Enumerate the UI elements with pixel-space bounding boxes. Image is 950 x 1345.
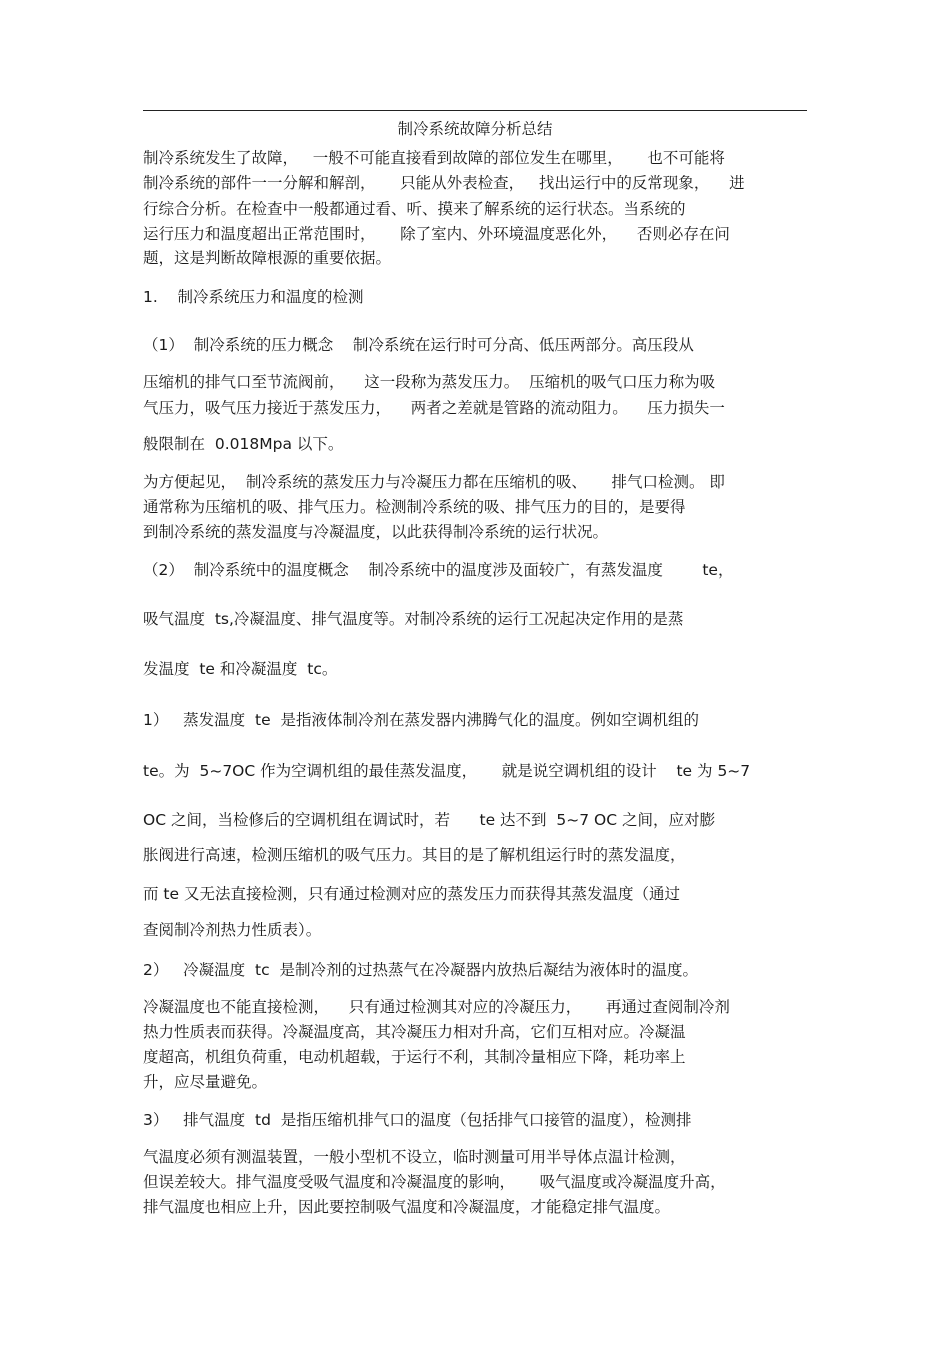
body-line: 吸气温度 ts,冷凝温度、排气温度等。对制冷系统的运行工况起决定作用的是蒸 [143, 610, 684, 628]
body-line: 般限制在 0.018Mpa 以下。 [143, 435, 344, 453]
body-line: 2） 冷凝温度 tc 是制冷剂的过热蒸气在冷凝器内放热后凝结为液体时的温度。 [143, 961, 698, 979]
body-line: 通常称为压缩机的吸、排气压力。检测制冷系统的吸、排气压力的目的，是要得 [143, 498, 686, 516]
body-line: 行综合分析。在检查中一般都通过看、听、摸来了解系统的运行状态。当系统的 [143, 200, 686, 218]
body-line: 升，应尽量避免。 [143, 1073, 268, 1091]
body-line: 而 te 又无法直接检测，只有通过检测对应的蒸发压力而获得其蒸发温度（通过 [143, 885, 680, 903]
body-line: 1） 蒸发温度 te 是指液体制冷剂在蒸发器内沸腾气化的温度。例如空调机组的 [143, 711, 699, 729]
header-rule [143, 110, 807, 111]
body-line: 排气温度也相应上升，因此要控制吸气温度和冷凝温度，才能稳定排气温度。 [143, 1198, 671, 1216]
body-line: 运行压力和温度超出正常范围时， 除了室内、外环境温度恶化外， 否则必存在问 [143, 225, 730, 243]
body-line: （1） 制冷系统的压力概念 制冷系统在运行时可分高、低压两部分。高压段从 [143, 336, 694, 354]
section-heading: 1. 制冷系统压力和温度的检测 [143, 288, 364, 306]
body-line: 制冷系统的部件一一分解和解剖， 只能从外表检查， 找出运行中的反常现象， 进 [143, 174, 745, 192]
body-line: 压缩机的排气口至节流阀前， 这一段称为蒸发压力。 压缩机的吸气口压力称为吸 [143, 373, 716, 391]
body-line: 制冷系统发生了故障， 一般不可能直接看到故障的部位发生在哪里， 也不可能将 [143, 149, 725, 167]
body-line: 但误差较大。排气温度受吸气温度和冷凝温度的影响， 吸气温度或冷凝温度升高， [143, 1173, 726, 1191]
body-line: （2） 制冷系统中的温度概念 制冷系统中的温度涉及面较广，有蒸发温度 te， [143, 561, 734, 579]
body-line: 气温度必须有测温装置，一般小型机不设立，临时测量可用半导体点温计检测， [143, 1148, 686, 1166]
body-line: 冷凝温度也不能直接检测， 只有通过检测其对应的冷凝压力， 再通过查阅制冷剂 [143, 998, 730, 1016]
body-line: 到制冷系统的蒸发温度与冷凝温度，以此获得制冷系统的运行状况。 [143, 523, 609, 541]
body-line: OC 之间，当检修后的空调机组在调试时，若 te 达不到 5~7 OC 之间，应对膨 [143, 811, 715, 829]
body-line: 胀阀进行高速，检测压缩机的吸气压力。其目的是了解机组运行时的蒸发温度， [143, 846, 686, 864]
body-line: 气压力，吸气压力接近于蒸发压力， 两者之差就是管路的流动阻力。 压力损失一 [143, 399, 725, 417]
body-line: 为方便起见， 制冷系统的蒸发压力与冷凝压力都在压缩机的吸、 排气口检测。 即 [143, 473, 725, 491]
body-line: 查阅制冷剂热力性质表）。 [143, 921, 322, 939]
body-line: 度超高，机组负荷重，电动机超载，于运行不利，其制冷量相应下降，耗功率上 [143, 1048, 686, 1066]
body-line: te。为 5~7OC 作为空调机组的最佳蒸发温度， 就是说空调机组的设计 te 为 5~7 [143, 762, 751, 780]
body-line: 3） 排气温度 td 是指压缩机排气口的温度（包括排气口接管的温度），检测排 [143, 1111, 692, 1129]
body-line: 题，这是判断故障根源的重要依据。 [143, 249, 392, 267]
body-line: 发温度 te 和冷凝温度 tc。 [143, 660, 338, 678]
document-title: 制冷系统故障分析总结 [397, 120, 553, 138]
body-line: 热力性质表而获得。冷凝温度高，其冷凝压力相对升高，它们互相对应。冷凝温 [143, 1023, 686, 1041]
